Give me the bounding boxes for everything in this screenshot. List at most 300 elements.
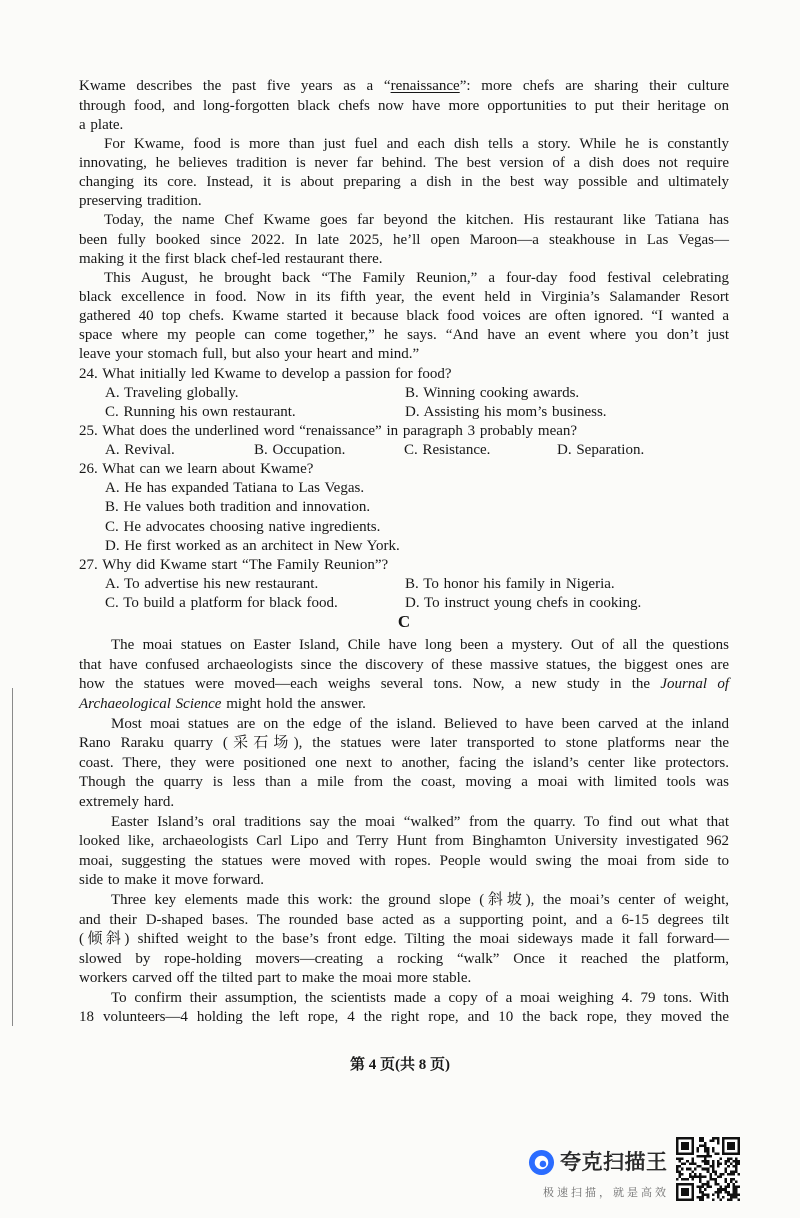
option-a: A. To advertise his new restaurant. (105, 576, 319, 593)
qr-module (681, 1178, 684, 1181)
qr-module (704, 1193, 707, 1196)
paragraph (79, 211, 729, 268)
passage-line: gathered 40 top chefs. Kwame started it because black food voices are often ignored. “I wanted a (79, 308, 729, 325)
qr-module (696, 1175, 699, 1178)
watermark-brand: 夸克扫描王 (560, 1150, 668, 1174)
option-c: C. Resistance. (404, 442, 491, 459)
qr-module (704, 1175, 707, 1178)
qr-module (732, 1160, 735, 1163)
passage-line: side to make it move forward. (79, 872, 264, 889)
qr-module (691, 1157, 694, 1160)
qr-module (727, 1193, 730, 1196)
qr-module (704, 1142, 707, 1145)
qr-module (704, 1147, 707, 1150)
qr-module (712, 1160, 715, 1163)
qr-module (735, 1181, 738, 1184)
qr-module (699, 1191, 702, 1194)
qr-module (686, 1160, 689, 1163)
passage-line: Though the quarry is less than a mile from the coast, moving a moai with limited tools was (79, 774, 729, 791)
qr-module (689, 1163, 692, 1166)
qr-module (712, 1150, 715, 1153)
qr-module (712, 1178, 715, 1181)
qr-module (712, 1163, 715, 1166)
qr-module (735, 1168, 738, 1171)
qr-module (707, 1150, 710, 1153)
qr-module (709, 1140, 712, 1143)
qr-module (732, 1193, 735, 1196)
qr-module (737, 1198, 740, 1201)
qr-module (727, 1165, 730, 1168)
qr-module (707, 1155, 710, 1158)
qr-module (720, 1191, 723, 1194)
qr-module (702, 1140, 705, 1143)
watermark-slogan: 极速扫描，就是高效 (543, 1186, 669, 1199)
qr-module (737, 1160, 740, 1163)
qr-module (732, 1173, 735, 1176)
qr-module (681, 1157, 684, 1160)
qr-module (737, 1186, 740, 1189)
qr-module (717, 1191, 720, 1194)
qr-module (732, 1170, 735, 1173)
question-stem: What initially led Kwame to develop a passion for food? (102, 365, 452, 382)
qr-module (702, 1137, 705, 1140)
passage-line: through food, and long-forgotten black chefs now have more opportunities to put their heritage on (79, 97, 729, 114)
qr-module (735, 1163, 738, 1166)
option-a: A. He has expanded Tatiana to Las Vegas. (105, 480, 365, 497)
line-text: might hold the answer. (221, 695, 366, 712)
qr-module (707, 1152, 710, 1155)
qr-module (679, 1160, 682, 1163)
option-b: B. He values both tradition and innovation. (105, 499, 371, 516)
passage-line: that have confused archaeologists since the discovery of these massive statues, the biggest ones are (79, 656, 729, 673)
qr-module (717, 1163, 720, 1166)
qr-module (714, 1152, 717, 1155)
qr-module (730, 1198, 733, 1201)
paragraph (79, 77, 729, 134)
qr-module (699, 1175, 702, 1178)
qr-module (725, 1186, 728, 1189)
qr-module (735, 1170, 738, 1173)
qr-module (696, 1186, 699, 1189)
qr-module (709, 1186, 712, 1189)
question-stem-line (79, 460, 729, 479)
qr-module (722, 1196, 725, 1199)
qr-module (707, 1181, 710, 1184)
qr-module (691, 1163, 694, 1166)
qr-module (709, 1178, 712, 1181)
qr-module (676, 1170, 679, 1173)
question-number: 26. (79, 461, 98, 478)
passage-line: been fully booked since 2022. In late 2025, he’ll open Maroon—a steakhouse in Las Vegas— (79, 231, 729, 248)
qr-module (727, 1160, 730, 1163)
passage-line: a plate. (79, 116, 124, 133)
qr-module (691, 1178, 694, 1181)
qr-module (714, 1181, 717, 1184)
question-stem-line (79, 556, 729, 575)
journal-title: Journal of (660, 676, 729, 693)
qr-module (720, 1175, 723, 1178)
qr-module (720, 1188, 723, 1191)
qr-module (696, 1155, 699, 1158)
qr-module (725, 1163, 728, 1166)
qr-module (727, 1142, 735, 1150)
qr-module (689, 1168, 692, 1171)
qr-module (707, 1193, 710, 1196)
qr-module (704, 1163, 707, 1166)
qr-module (709, 1165, 712, 1168)
qr-module (737, 1173, 740, 1176)
qr-module (684, 1178, 687, 1181)
qr-module (681, 1142, 689, 1150)
qr-module (689, 1175, 692, 1178)
qr-module (727, 1183, 730, 1186)
qr-module (707, 1168, 710, 1171)
qr-module (694, 1175, 697, 1178)
qr-module (712, 1137, 715, 1140)
qr-module (725, 1191, 728, 1194)
passage-line: The moai statues on Easter Island, Chile have long been a mystery. Out of all the questions (111, 637, 729, 654)
paragraph (79, 135, 729, 212)
question-25 (79, 422, 729, 460)
passage-line: and their D-shaped bases. The rounded base acted as a supporting point, and a 6-15 degrees tilt (79, 911, 729, 928)
passage-line: 18 volunteers—4 holding the left rope, 4 the right rope, and 10 the back rope, they moved the (79, 1009, 729, 1026)
qr-module (712, 1147, 715, 1150)
passage-line: making it the first black chef-led restaurant there. (79, 250, 383, 267)
qr-module (699, 1178, 702, 1181)
passage-line (79, 675, 729, 695)
qr-module (679, 1173, 682, 1176)
qr-module (681, 1188, 689, 1196)
qr-module (730, 1163, 733, 1166)
passage-line: Most moai statues are on the edge of the island. Believed to have been carved at the inland (111, 715, 729, 732)
qr-module (730, 1181, 733, 1184)
qr-module (679, 1165, 682, 1168)
paragraph (79, 636, 729, 714)
qr-module (717, 1183, 720, 1186)
qr-module (702, 1186, 705, 1189)
qr-module (689, 1173, 692, 1176)
journal-title: Archaeological Science (79, 695, 222, 712)
option-c: C. He advocates choosing native ingredients. (105, 518, 381, 535)
passage-line: preserving tradition. (79, 193, 202, 210)
qr-module (730, 1196, 733, 1199)
qr-module (712, 1165, 715, 1168)
qr-module (699, 1181, 702, 1184)
qr-module (709, 1175, 712, 1178)
qr-module (681, 1163, 684, 1166)
question-stem-line (79, 365, 729, 384)
paragraph (79, 891, 729, 989)
qr-module (714, 1178, 717, 1181)
question-stem: What can we learn about Kwame? (102, 461, 314, 478)
qr-module (679, 1157, 682, 1160)
qr-module (725, 1160, 728, 1163)
qr-module (714, 1173, 717, 1176)
qr-module (696, 1165, 699, 1168)
qr-module (737, 1163, 740, 1166)
options-row (79, 441, 729, 460)
qr-module (735, 1188, 738, 1191)
qr-module (735, 1186, 738, 1189)
qr-module (707, 1183, 710, 1186)
paragraph (79, 813, 729, 891)
qr-module (732, 1165, 735, 1168)
qr-module (714, 1170, 717, 1173)
qr-module (712, 1193, 715, 1196)
qr-module (735, 1160, 738, 1163)
qr-module (676, 1165, 679, 1168)
quark-logo-icon (528, 1149, 555, 1176)
qr-module (696, 1150, 699, 1153)
option-a: A. Traveling globally. (105, 384, 239, 401)
option-d: D. Assisting his mom’s business. (405, 403, 607, 420)
option-b: B. Occupation. (254, 442, 346, 459)
qr-module (717, 1152, 720, 1155)
qr-module (707, 1160, 710, 1163)
option-b: B. Winning cooking awards. (405, 384, 580, 401)
qr-module (676, 1168, 679, 1171)
qr-module (699, 1173, 702, 1176)
qr-module (714, 1183, 717, 1186)
qr-module (717, 1142, 720, 1145)
option-d: D. To instruct young chefs in cooking. (405, 595, 642, 612)
qr-module (702, 1168, 705, 1171)
qr-module (696, 1147, 699, 1150)
qr-module (730, 1173, 733, 1176)
options-row (79, 575, 729, 594)
qr-module (696, 1196, 699, 1199)
qr-module (676, 1178, 679, 1181)
passage-line: looked like, archaeologists Carl Lipo and Terry Hunt from Binghamton University investigated 962 (79, 833, 729, 850)
option-c: C. Running his own restaurant. (105, 403, 296, 420)
section-heading: C (397, 612, 411, 631)
qr-module (720, 1163, 723, 1166)
qr-module (727, 1191, 730, 1194)
underlined-word: renaissance (390, 78, 460, 95)
option-b: B. To honor his family in Nigeria. (405, 576, 615, 593)
option-c: C. To build a platform for black food. (105, 595, 338, 612)
qr-module (699, 1165, 702, 1168)
qr-module (725, 1178, 728, 1181)
qr-module (727, 1186, 730, 1189)
passage-line: (倾斜) shifted weight to the base’s front edge. Tilting the moai sideways made it fall forward— (79, 931, 729, 948)
qr-module (691, 1175, 694, 1178)
qr-module (735, 1165, 738, 1168)
qr-module (732, 1188, 735, 1191)
qr-module (699, 1155, 702, 1158)
qr-module (679, 1170, 682, 1173)
qr-module (712, 1140, 715, 1143)
question-stem-line (79, 422, 729, 441)
qr-module (730, 1193, 733, 1196)
qr-module (702, 1193, 705, 1196)
qr-module (737, 1193, 740, 1196)
qr-module (702, 1145, 705, 1148)
qr-module (732, 1186, 735, 1189)
question-number: 27. (79, 556, 98, 573)
qr-module (712, 1168, 715, 1171)
qr-module (717, 1137, 720, 1140)
qr-module (712, 1170, 715, 1173)
qr-module (725, 1181, 728, 1184)
qr-module (735, 1193, 738, 1196)
passage-b (79, 77, 729, 613)
qr-module (676, 1157, 679, 1160)
qr-module (730, 1170, 733, 1173)
option-d: D. Separation. (557, 442, 645, 459)
qr-module (691, 1170, 694, 1173)
qr-module (707, 1186, 710, 1189)
passage-line: space where my people can come together,” he says. “And have an event where you don’t just (79, 327, 729, 344)
qr-module (704, 1155, 707, 1158)
qr-module (702, 1196, 705, 1199)
passage-line: leave your stomach full, but also your heart and mind.” (79, 346, 420, 363)
qr-module (702, 1160, 705, 1163)
qr-module (730, 1157, 733, 1160)
qr-module (707, 1196, 710, 1199)
qr-module (686, 1168, 689, 1171)
paragraph (79, 715, 729, 813)
question-number: 24. (79, 365, 98, 382)
passage-line: Today, the name Chef Kwame goes far beyond the kitchen. His restaurant like Tatiana has (104, 212, 729, 229)
passage-line (79, 695, 729, 715)
qr-module (694, 1163, 697, 1166)
qr-module (704, 1160, 707, 1163)
qr-module (730, 1178, 733, 1181)
qr-module (722, 1188, 725, 1191)
scan-edge-line (12, 688, 13, 1026)
qr-module (694, 1173, 697, 1176)
passage-line: coast. There, they were positioned one next to another, facing the island’s center like protectors. (79, 754, 729, 771)
question-number: 25. (79, 422, 98, 439)
question-stem: Why did Kwame start “The Family Reunion”? (102, 556, 389, 573)
passage-line: slowed by rope-holding movers—creating a rocking “walk” Once it reached the platform, (79, 950, 729, 967)
paragraph (79, 269, 729, 365)
qr-module (681, 1173, 684, 1176)
option-a: A. Revival. (105, 442, 175, 459)
qr-module (720, 1198, 723, 1201)
qr-code-icon (676, 1137, 740, 1201)
qr-module (732, 1196, 735, 1199)
qr-module (717, 1196, 720, 1199)
page-number: 第 4 页(共 8 页) (350, 1057, 450, 1073)
qr-module (709, 1155, 712, 1158)
question-27 (79, 556, 729, 613)
qr-module (725, 1188, 728, 1191)
qr-module (684, 1163, 687, 1166)
qr-module (717, 1175, 720, 1178)
qr-module (735, 1196, 738, 1199)
qr-module (732, 1183, 735, 1186)
passage-line: changing its core. Instead, it is about preparing a dish in the best way possible and ultimately (79, 174, 729, 191)
qr-module (704, 1145, 707, 1148)
qr-module (707, 1170, 710, 1173)
line-text: ”: more chefs are sharing their culture (459, 78, 729, 95)
qr-module (694, 1168, 697, 1171)
qr-module (702, 1183, 705, 1186)
passage-line: Rano Raraku quarry (采石场), the statues were later transported to stone platforms near the (79, 735, 729, 752)
qr-module (732, 1178, 735, 1181)
qr-module (686, 1178, 689, 1181)
qr-module (702, 1191, 705, 1194)
passage-line: Easter Island’s oral traditions say the moai “walked” from the quarry. To find out what that (111, 813, 729, 830)
qr-module (707, 1147, 710, 1150)
question-stem: What does the underlined word “renaissance” in paragraph 3 probably mean? (102, 422, 578, 439)
qr-module (735, 1191, 738, 1194)
qr-module (727, 1173, 730, 1176)
passage-line: black excellence in food. Now in its fifth year, the event held in Virginia’s Salamander Resort (79, 288, 729, 305)
qr-module (691, 1160, 694, 1163)
qr-module (712, 1198, 715, 1201)
qr-module (714, 1137, 717, 1140)
qr-module (717, 1193, 720, 1196)
qr-module (717, 1188, 720, 1191)
qr-module (704, 1188, 707, 1191)
qr-module (735, 1157, 738, 1160)
qr-module (720, 1186, 723, 1189)
qr-module (714, 1191, 717, 1194)
paragraph (79, 989, 729, 1028)
passage-line: extremely hard. (79, 793, 175, 810)
qr-module (707, 1163, 710, 1166)
question-24 (79, 365, 729, 422)
qr-module (699, 1198, 702, 1201)
passage-line: For Kwame, food is more than just fuel and each dish tells a story. While he is constantly (104, 135, 729, 152)
qr-module (727, 1198, 730, 1201)
options-row (79, 403, 729, 422)
qr-module (732, 1191, 735, 1194)
passage-line: This August, he brought back “The Family Reunion,” a four-day food festival celebrating (104, 269, 729, 286)
line-text: how the statues were moved—each weighs several tons. Now, a new study in the (79, 676, 661, 693)
options-row (79, 594, 729, 613)
qr-module (681, 1168, 684, 1171)
passage-line: To confirm their assumption, the scientists made a copy of a moai weighing 4. 79 tons. With (111, 989, 729, 1006)
qr-module (725, 1168, 728, 1171)
question-26 (79, 460, 729, 556)
qr-module (720, 1157, 723, 1160)
qr-module (699, 1188, 702, 1191)
qr-module (725, 1170, 728, 1173)
passage-line: innovating, he believes tradition is never far behind. The best version of a dish does not require (79, 154, 729, 171)
qr-module (699, 1145, 702, 1148)
options-row (79, 384, 729, 403)
qr-module (702, 1155, 705, 1158)
line-text: Kwame describes the past five years as a “ (79, 78, 391, 95)
qr-module (717, 1160, 720, 1163)
passage-line: moai, suggesting the statues were moved with ropes. People would swing the moai from side to (79, 852, 729, 869)
qr-module (709, 1173, 712, 1176)
qr-module (704, 1168, 707, 1171)
passage-line: workers carved off the tilted part to make the moai more stable. (79, 970, 472, 987)
qr-module (699, 1137, 702, 1140)
qr-module (679, 1175, 682, 1178)
qr-module (699, 1140, 702, 1143)
qr-module (704, 1183, 707, 1186)
qr-module (717, 1165, 720, 1168)
qr-module (699, 1186, 702, 1189)
qr-module (704, 1150, 707, 1153)
qr-module (720, 1173, 723, 1176)
qr-module (727, 1157, 730, 1160)
qr-module (717, 1140, 720, 1143)
qr-module (699, 1196, 702, 1199)
qr-module (702, 1198, 705, 1201)
qr-module (702, 1175, 705, 1178)
passage-c (79, 636, 729, 1028)
qr-module (704, 1157, 707, 1160)
passage-line (79, 77, 729, 96)
qr-module (722, 1173, 725, 1176)
